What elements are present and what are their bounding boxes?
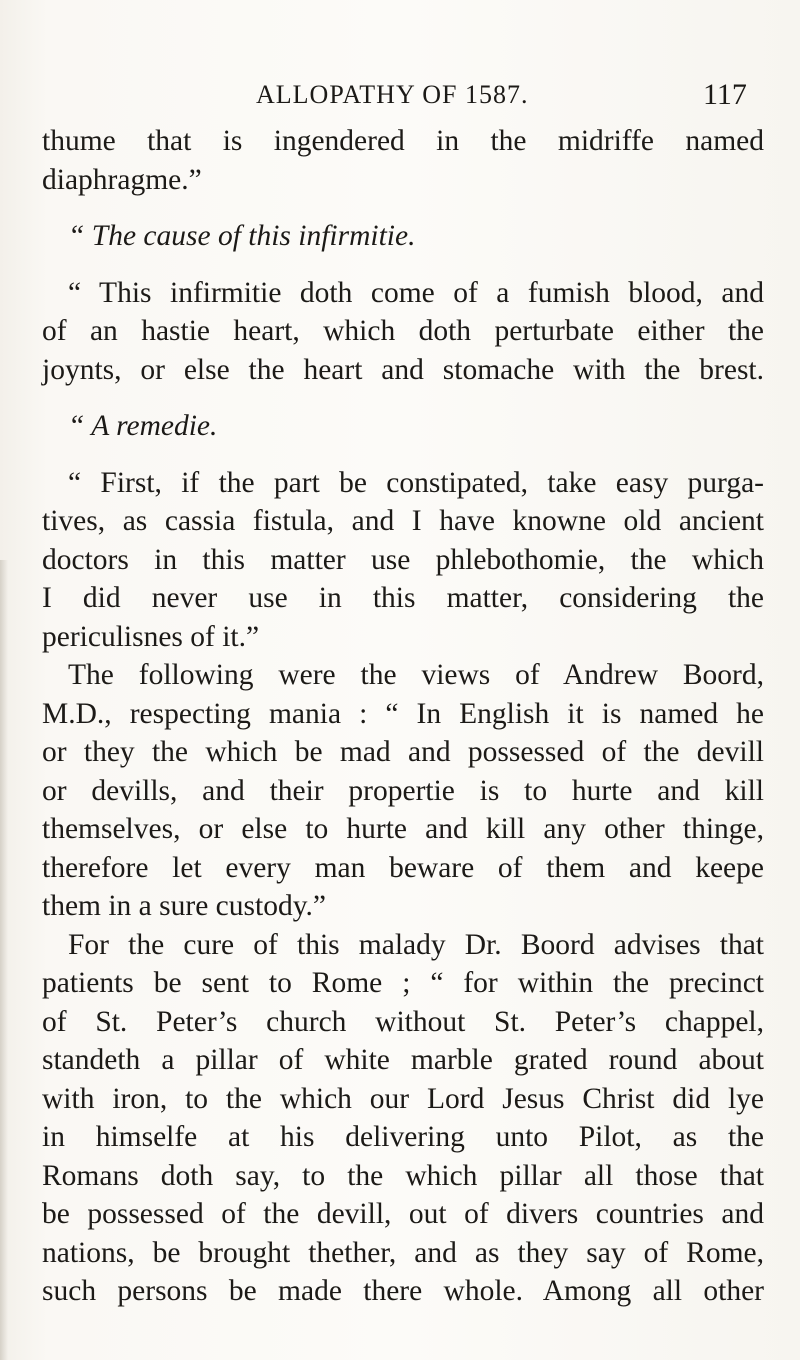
- text-line: For the cure of this malady Dr. Boord advises that: [68, 928, 764, 961]
- page-number: 117: [703, 78, 747, 111]
- text-line: The following were the views of Andrew Boord,: [68, 659, 764, 691]
- paragraph-3: [42, 464, 764, 657]
- text-line: of St. Peter’s church without St. Peter’s chappel,: [42, 1005, 764, 1038]
- paragraph-1: [42, 122, 764, 199]
- text-line: patients be sent to Rome ; “ for within the precinct: [42, 967, 764, 999]
- text-line: therefore let every man beware of them and keepe: [42, 851, 764, 884]
- running-head-title: ALLOPATHY OF 1587.: [256, 80, 529, 109]
- text-line: doctors in this matter use phlebothomie, the which: [42, 543, 764, 576]
- text-line: with iron, to the which our Lord Jesus Christ did lye: [42, 1082, 764, 1115]
- text-line: standeth a pillar of white marble grated round about: [42, 1044, 764, 1076]
- paragraph-5: [42, 926, 764, 1311]
- text-line: in himselfe at his delivering unto Pilot, as the: [42, 1121, 764, 1153]
- text-line: be possessed of the devill, out of divers countries and: [42, 1198, 764, 1230]
- running-head: [0, 78, 800, 118]
- text-line: periculisnes of it.”: [42, 620, 260, 653]
- text-line: tives, as cassia fistula, and I have knowne old ancient: [42, 505, 764, 537]
- text-line: such persons be made there whole. Among all other: [42, 1275, 764, 1307]
- text-line: diaphragme.”: [42, 163, 202, 196]
- text-line: of an hastie heart, which doth perturbate either the: [42, 315, 764, 347]
- text-line: “ First, if the part be constipated, take easy purga-: [68, 466, 764, 499]
- text-line: Romans doth say, to the which pillar all those that: [42, 1159, 764, 1192]
- paragraph-2: [42, 274, 764, 390]
- text-line: or devills, and their propertie is to hurte and kill: [42, 774, 764, 807]
- text-line: nations, be brought thether, and as they say of Rome,: [42, 1236, 764, 1269]
- text-line: or they the which be mad and possessed of the devill: [42, 736, 764, 768]
- text-line: “ This infirmitie doth come of a fumish blood, and: [68, 276, 764, 309]
- text-line: I did never use in this matter, considering the: [42, 582, 764, 614]
- text-line: thume that is ingendered in the midriffe named: [42, 125, 764, 157]
- paragraph-4: [42, 656, 764, 926]
- section-heading-remedie: “ A remedie.: [68, 410, 218, 442]
- section-heading-cause: “ The cause of this infirmitie.: [68, 220, 416, 252]
- body-text: [42, 122, 764, 1311]
- text-line: themselves, or else to hurte and kill any other thinge,: [42, 813, 764, 845]
- text-line: them in a sure custody.”: [42, 890, 326, 922]
- text-line: M.D., respecting mania : “ In English it is named he: [42, 697, 764, 730]
- page-edge-shadow: [0, 560, 8, 1360]
- text-line: joynts, or else the heart and stomache with the brest.: [42, 353, 764, 386]
